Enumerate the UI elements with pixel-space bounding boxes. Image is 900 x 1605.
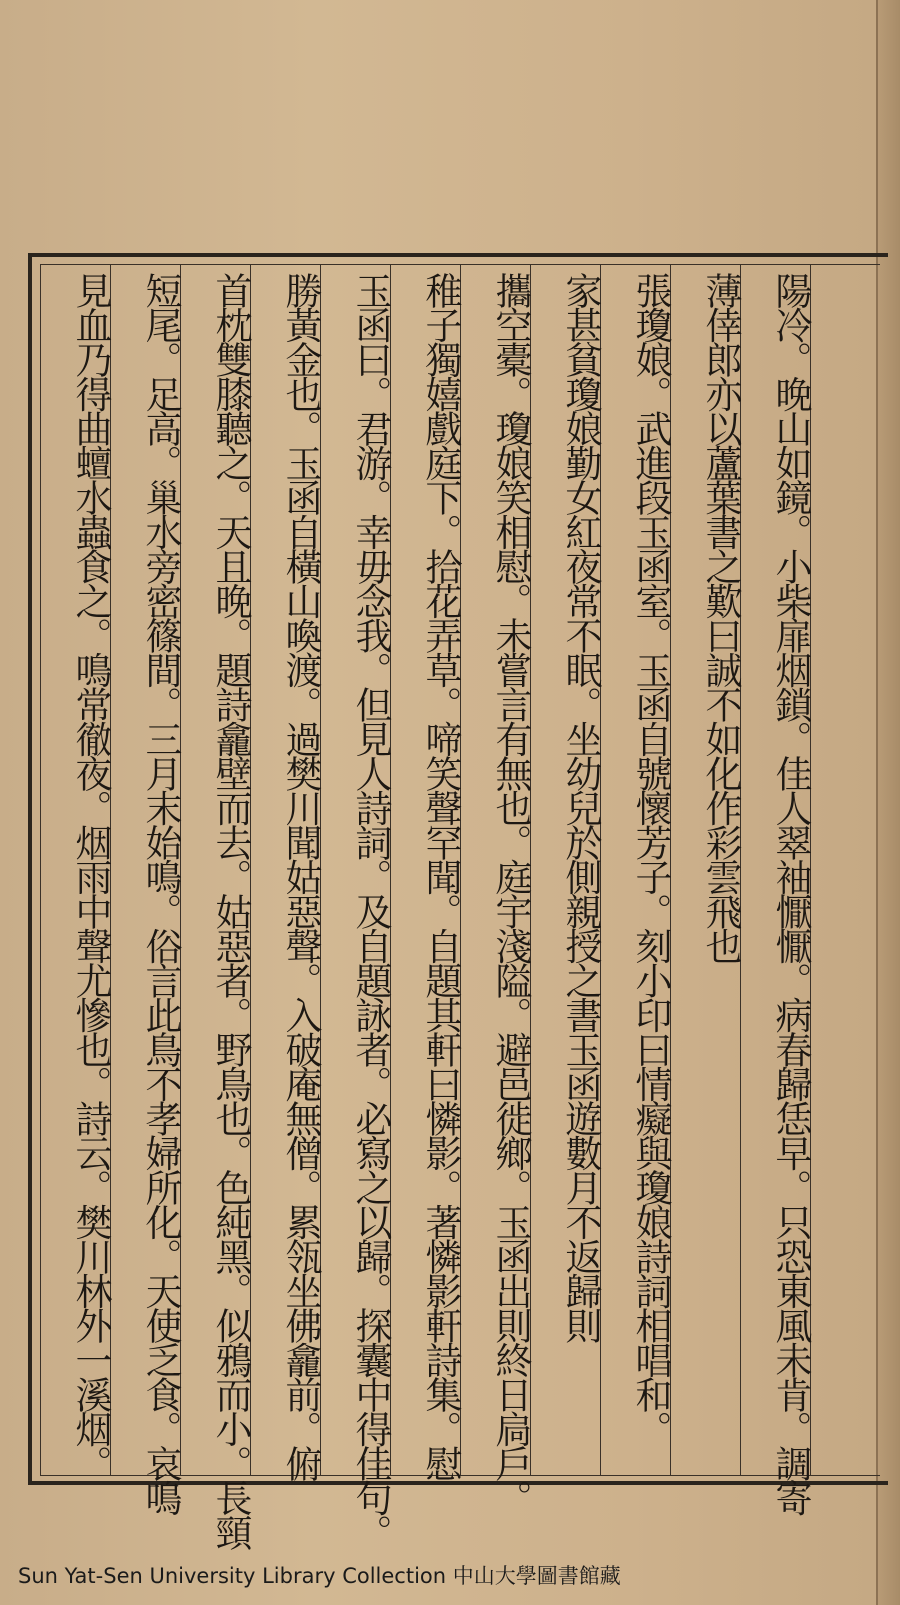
text-column: 玉函曰。君游。幸毋念我。但見人詩詞。及自題詠者。必寫之以歸。探囊中得佳句。 bbox=[349, 272, 392, 1549]
text-column: 攜空橐。瓊娘笑相慰。未嘗言有無也。庭宇淺隘。避邑徙鄉。玉函出則終日扃戶。 bbox=[489, 272, 532, 1514]
collection-caption: Sun Yat-Sen University Library Collection 中山大學圖書館藏 bbox=[18, 1564, 621, 1588]
text-column: 陽冷。晚山如鏡。小柴扉烟鎖。佳人翠袖懨懨。病春歸恁早。只恐東風未肯。調寄 bbox=[769, 272, 812, 1514]
text-column: 薄倖郎亦以蘆葉書之歎曰誠不如化作彩雲飛也 bbox=[699, 272, 742, 962]
text-column: 見血乃得曲蟺水蟲食之。鳴常徹夜。烟雨中聲尤慘也。詩云。樊川林外一溪烟。 bbox=[69, 272, 112, 1480]
text-column: 家甚貧瓊娘勤女紅夜常不眠。坐幼兒於側親授之書玉函遊數月不返歸則 bbox=[559, 272, 602, 1342]
text-column: 張瓊娘。武進段玉函室。玉函自號懷芳子。刻小印曰情癡與瓊娘詩詞相唱和。 bbox=[629, 272, 672, 1445]
text-column: 勝黃金也。玉函自橫山喚渡。過樊川聞姑惡聲。入破庵無僧。累瓴坐佛龕前。俯 bbox=[279, 272, 322, 1480]
text-column: 首枕雙膝聽之。天且晚。題詩龕壁而去。姑惡者。野鳥也。色純黑。似鴉而小。長頸 bbox=[209, 272, 252, 1549]
text-column: 短尾。足高。巢水旁密篠間。三月末始鳴。俗言此鳥不孝婦所化。天使乏食。哀鳴 bbox=[139, 272, 182, 1514]
text-column: 稚子獨嬉戲庭下。拾花弄草。啼笑聲罕聞。自題其軒曰憐影。著憐影軒詩集。慰 bbox=[419, 272, 462, 1480]
